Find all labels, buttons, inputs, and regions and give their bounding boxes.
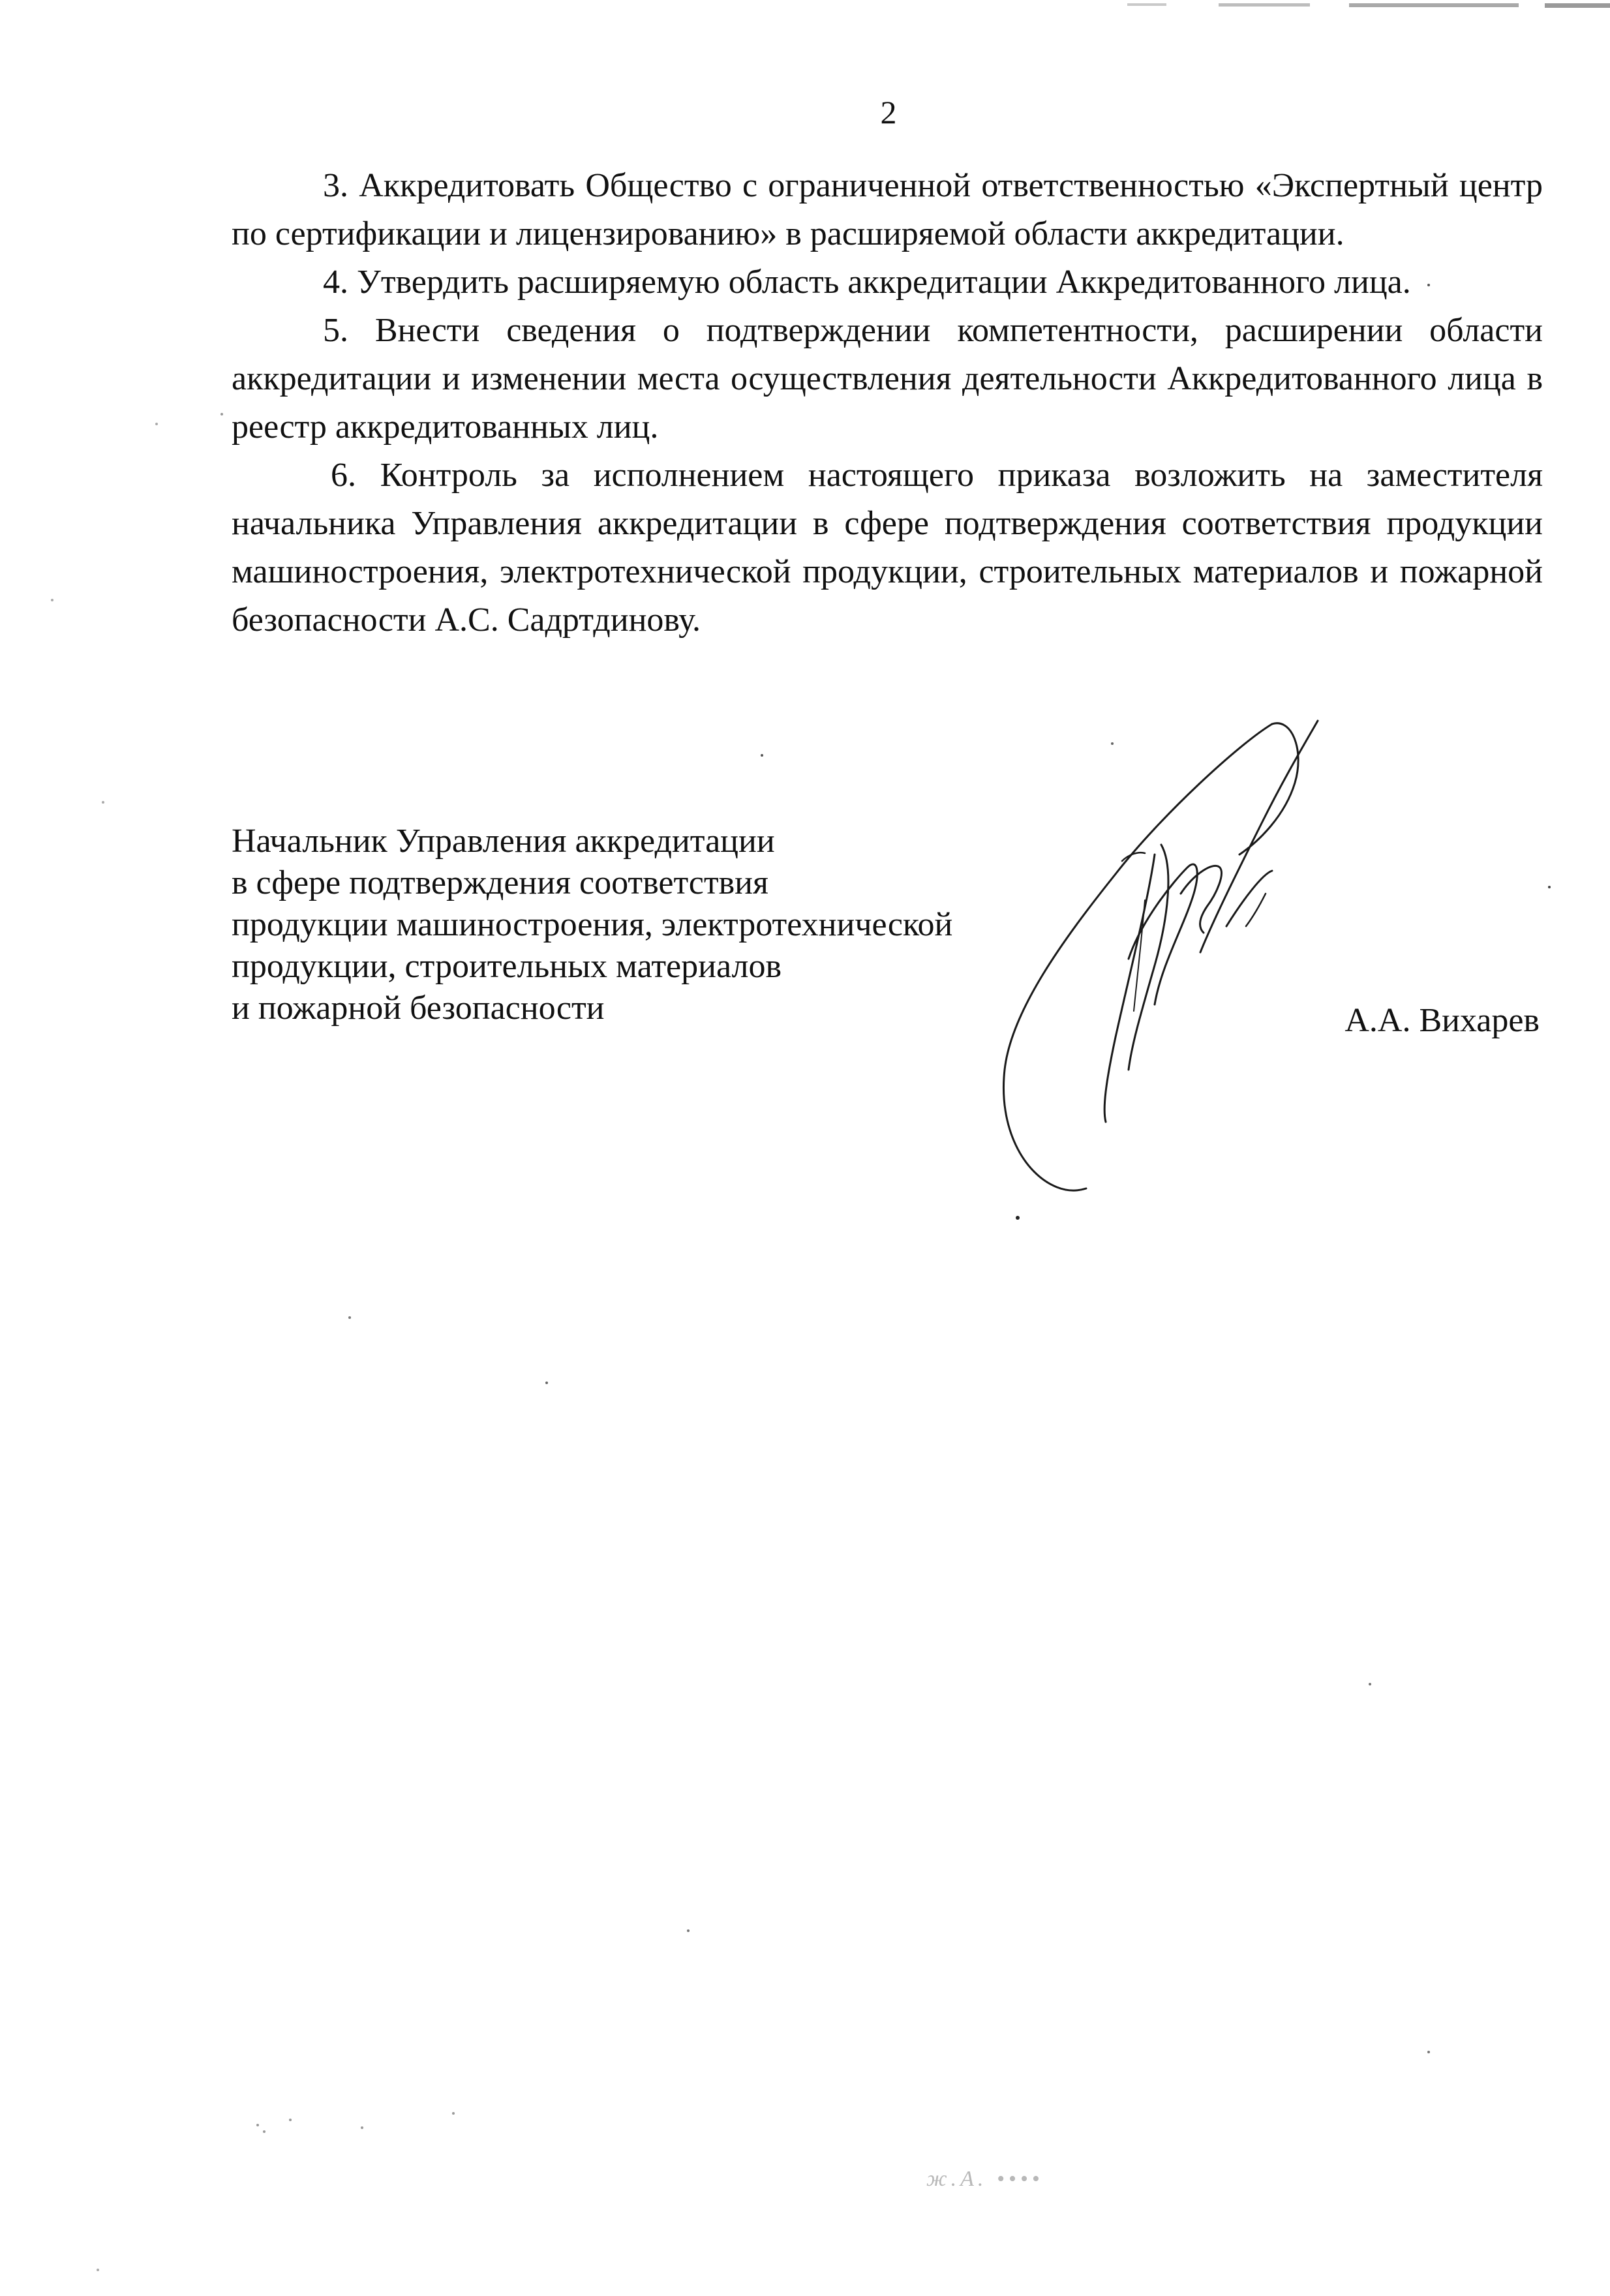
signatory-title: [232, 821, 1080, 1029]
handwritten-signature: [965, 704, 1370, 1226]
paragraph-5: 5. Внести сведения о подтверждении компетентности, расширении области аккредитации и изменении места осуществления деятельности Аккредитованного лица в реестр аккредитованных лиц.: [232, 312, 1543, 446]
signatory-title-line: Начальник Управления аккредитации: [232, 823, 775, 860]
signatory-title-line: и пожарной безопасности: [232, 989, 605, 1027]
paragraph-4: 4. Утвердить расширяемую область аккредитации Аккредитованного лица.: [323, 264, 1411, 301]
paragraph-6: 6. Контроль за исполнением настоящего приказа возложить на заместителя начальника Управления аккредитации в сфере подтверждения соответствия продукции машиностроения, электротехнической продукции, строительных материалов и пожарной безопасности А.С. Садртдинову.: [232, 457, 1543, 639]
page-number: 2: [880, 94, 897, 130]
scan-stamp: ж.А. ••••: [926, 2167, 1044, 2191]
signatory-title-line: продукции машиностроения, электротехнической: [232, 906, 953, 943]
signatory-name: А.А. Вихарев: [1344, 1002, 1540, 1039]
paragraph-3: 3. Аккредитовать Общество с ограниченной ответственностью «Экспертный центр по сертификации и лицензированию» в расширяемой области аккредитации.: [232, 167, 1543, 252]
signatory-title-line: продукции, строительных материалов: [232, 948, 782, 985]
scan-edge-mark: [1101, 0, 1610, 5]
signatory-title-line: в сфере подтверждения соответствия: [232, 864, 768, 901]
order-body: [232, 162, 1543, 644]
